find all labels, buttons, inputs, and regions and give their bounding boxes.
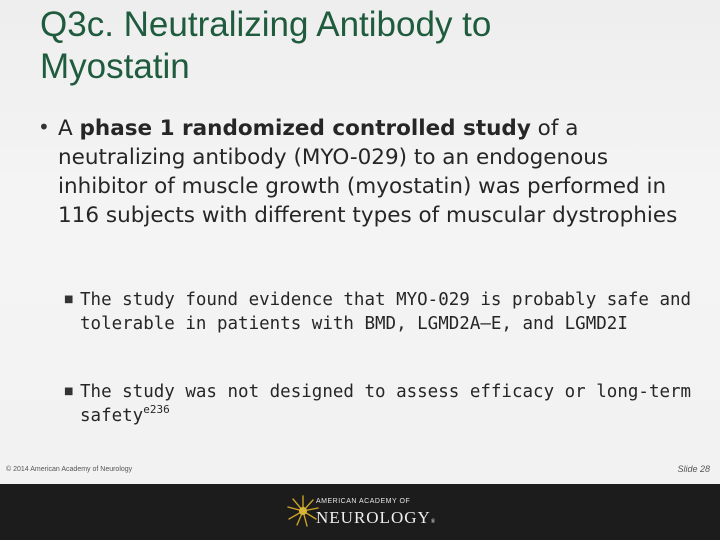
square-bullet-icon: ■	[64, 386, 74, 397]
bullet-dot-icon: •	[38, 115, 50, 139]
aan-logo	[286, 494, 446, 534]
title-line-1: Q3c. Neutralizing Antibody to	[40, 5, 492, 44]
sub-bullet-2-text	[80, 380, 694, 428]
main-bullet-text	[58, 114, 688, 230]
slide-title	[40, 4, 700, 88]
bullet-prefix: A	[58, 116, 80, 141]
logo-main-text	[316, 508, 436, 528]
square-bullet-icon: ■	[64, 294, 74, 305]
title-line-2: Myostatin	[40, 47, 190, 86]
sub-bullet-2-body: The study was not designed to assess efficacy or long-term safety	[80, 382, 692, 426]
sunburst-logo-icon	[286, 494, 320, 528]
sub-bullet-1	[64, 288, 694, 336]
bullet-bold-text: phase 1 randomized controlled study	[79, 116, 531, 141]
logo-top-text: AMERICAN ACADEMY OF	[316, 498, 411, 505]
reference-superscript: e236	[143, 403, 170, 416]
registered-mark: ®	[430, 519, 437, 525]
slide-number: Slide 28	[677, 464, 710, 474]
sub-bullet-2	[64, 380, 694, 428]
bullet-rest-text: of a neutralizing antibody (MYO-029) to an endogenous inhibitor of muscle growth (myostatin) was performed in 116 subjects with different types of muscular dystrophies	[58, 116, 678, 228]
copyright-notice: © 2014 American Academy of Neurology	[6, 466, 133, 473]
logo-wordmark: NEUROLOGY	[316, 508, 431, 527]
sub-bullet-1-text: The study found evidence that MYO-029 is probably safe and tolerable in patients with BMD, LGMD2A–E, and LGMD2I	[80, 290, 692, 334]
main-bullet	[38, 114, 688, 230]
